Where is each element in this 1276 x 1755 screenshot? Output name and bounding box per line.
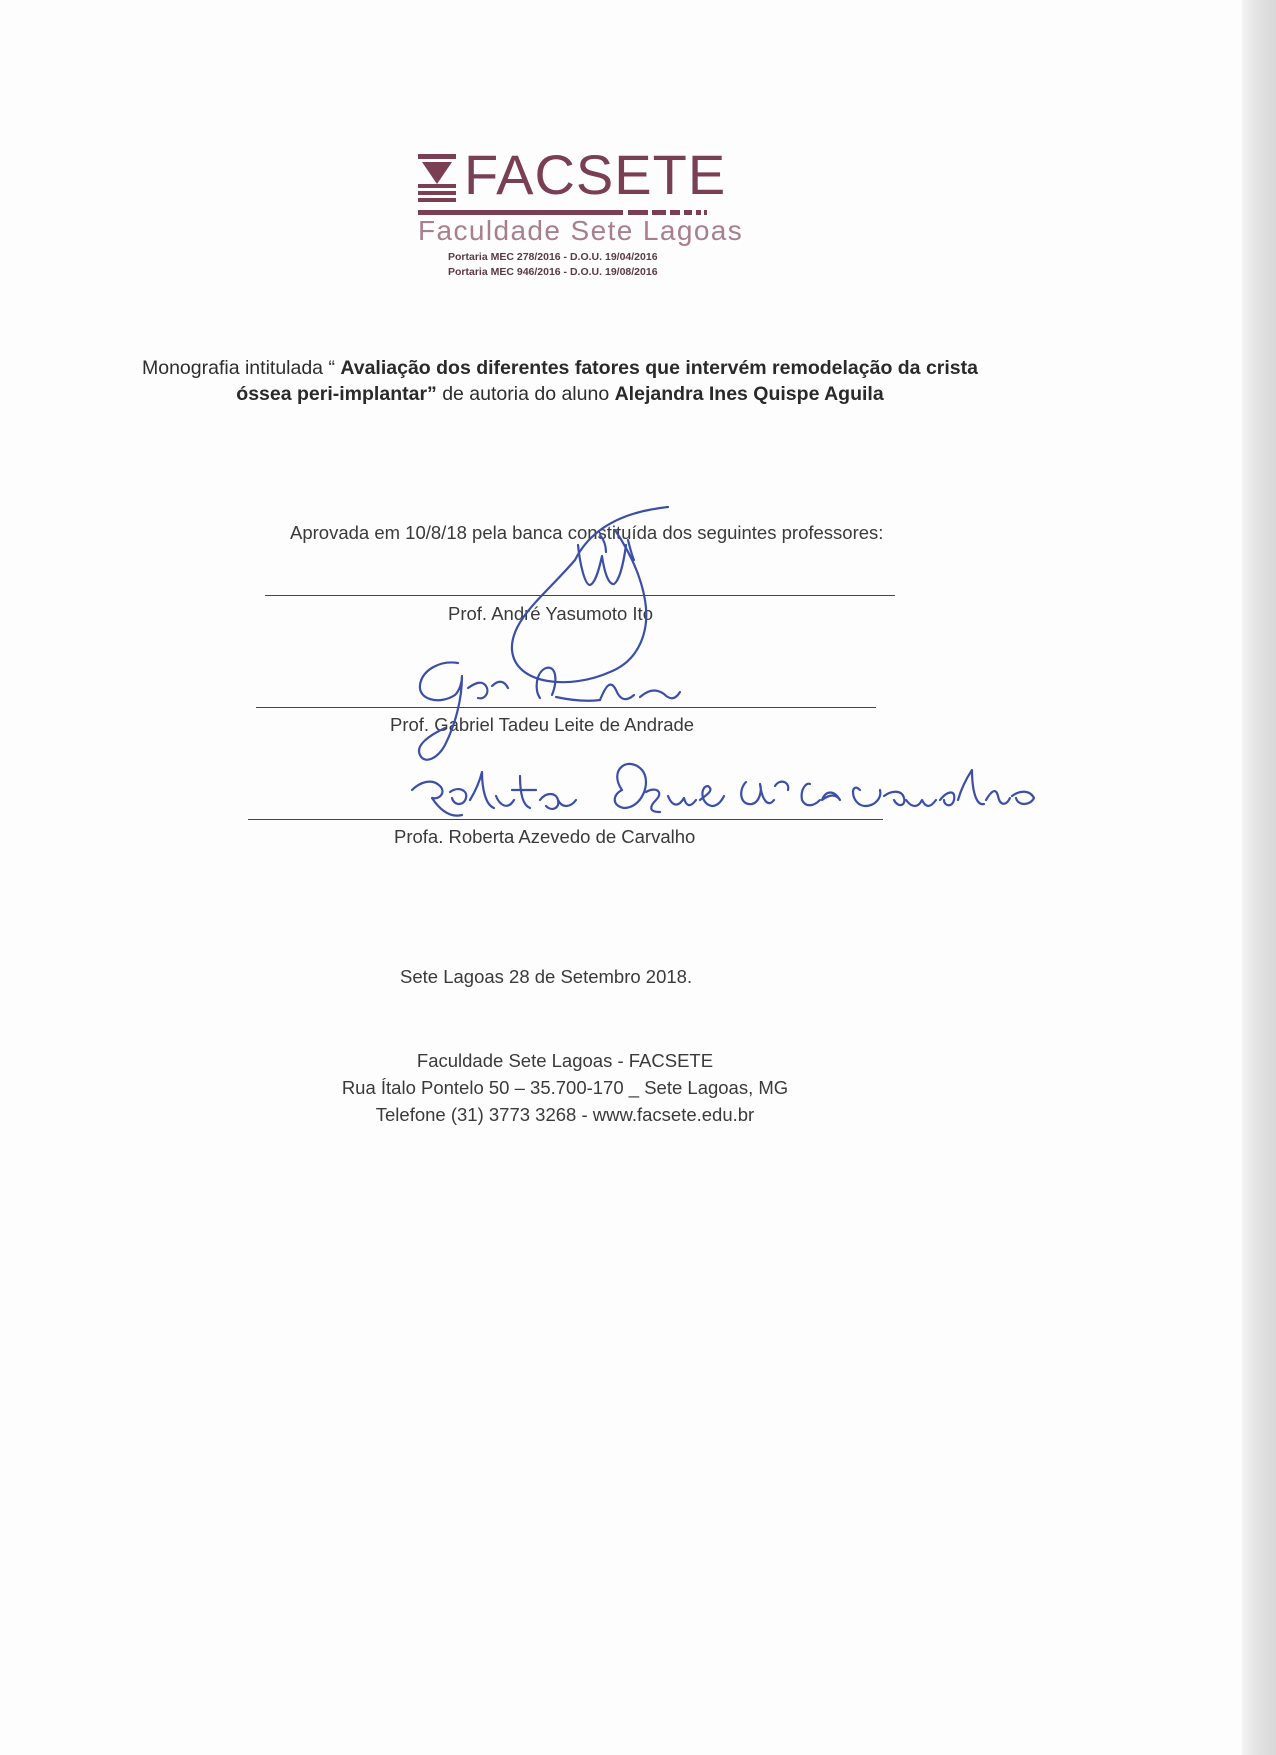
signature-3 <box>412 764 1034 816</box>
signature-line-1 <box>265 595 895 596</box>
signature-line-3 <box>248 819 883 820</box>
address-line-1: Faculdade Sete Lagoas - FACSETE <box>416 1050 714 1071</box>
title-prefix: Monografia intitulada “ <box>142 357 341 379</box>
signature-2 <box>419 662 680 759</box>
approval-statement: Aprovada em 10/8/18 pela banca constituída dos seguintes professores: <box>290 522 884 543</box>
institution-address <box>230 1047 900 1128</box>
logo-wordmark: FACSETE <box>464 143 727 206</box>
address-line-2: Rua Ítalo Pontelo 50 – 35.700-170 _ Sete Lagoas, MG <box>341 1077 789 1098</box>
professor-1-name: Prof. André Yasumoto Ito <box>448 603 653 624</box>
professor-2-name: Prof. Gabriel Tadeu Leite de Andrade <box>390 714 695 735</box>
facsete-emblem-icon <box>418 154 456 204</box>
scan-edge <box>1242 0 1276 1755</box>
portaria-line-2: Portaria MEC 946/2016 - D.O.U. 19/08/2016 <box>448 266 658 278</box>
title-middle: de autoria do aluno <box>436 383 615 405</box>
portaria-line-1: Portaria MEC 278/2016 - D.O.U. 19/04/2016 <box>448 251 658 263</box>
monograph-statement <box>130 355 990 407</box>
professor-3-name: Profa. Roberta Azevedo de Carvalho <box>394 826 696 847</box>
monograph-title: Avaliação dos diferentes fatores que intervém remodelação da crista óssea peri-implantar” <box>236 357 978 405</box>
logo-subtitle: Faculdade Sete Lagoas <box>418 215 744 246</box>
place-and-date: Sete Lagoas 28 de Setembro 2018. <box>400 966 693 987</box>
author-name: Alejandra Ines Quispe Aguila <box>614 383 884 405</box>
address-line-3: Telefone (31) 3773 3268 - www.facsete.edu.br <box>375 1104 755 1125</box>
facsete-logo <box>418 143 744 290</box>
signature-line-2 <box>256 707 876 708</box>
